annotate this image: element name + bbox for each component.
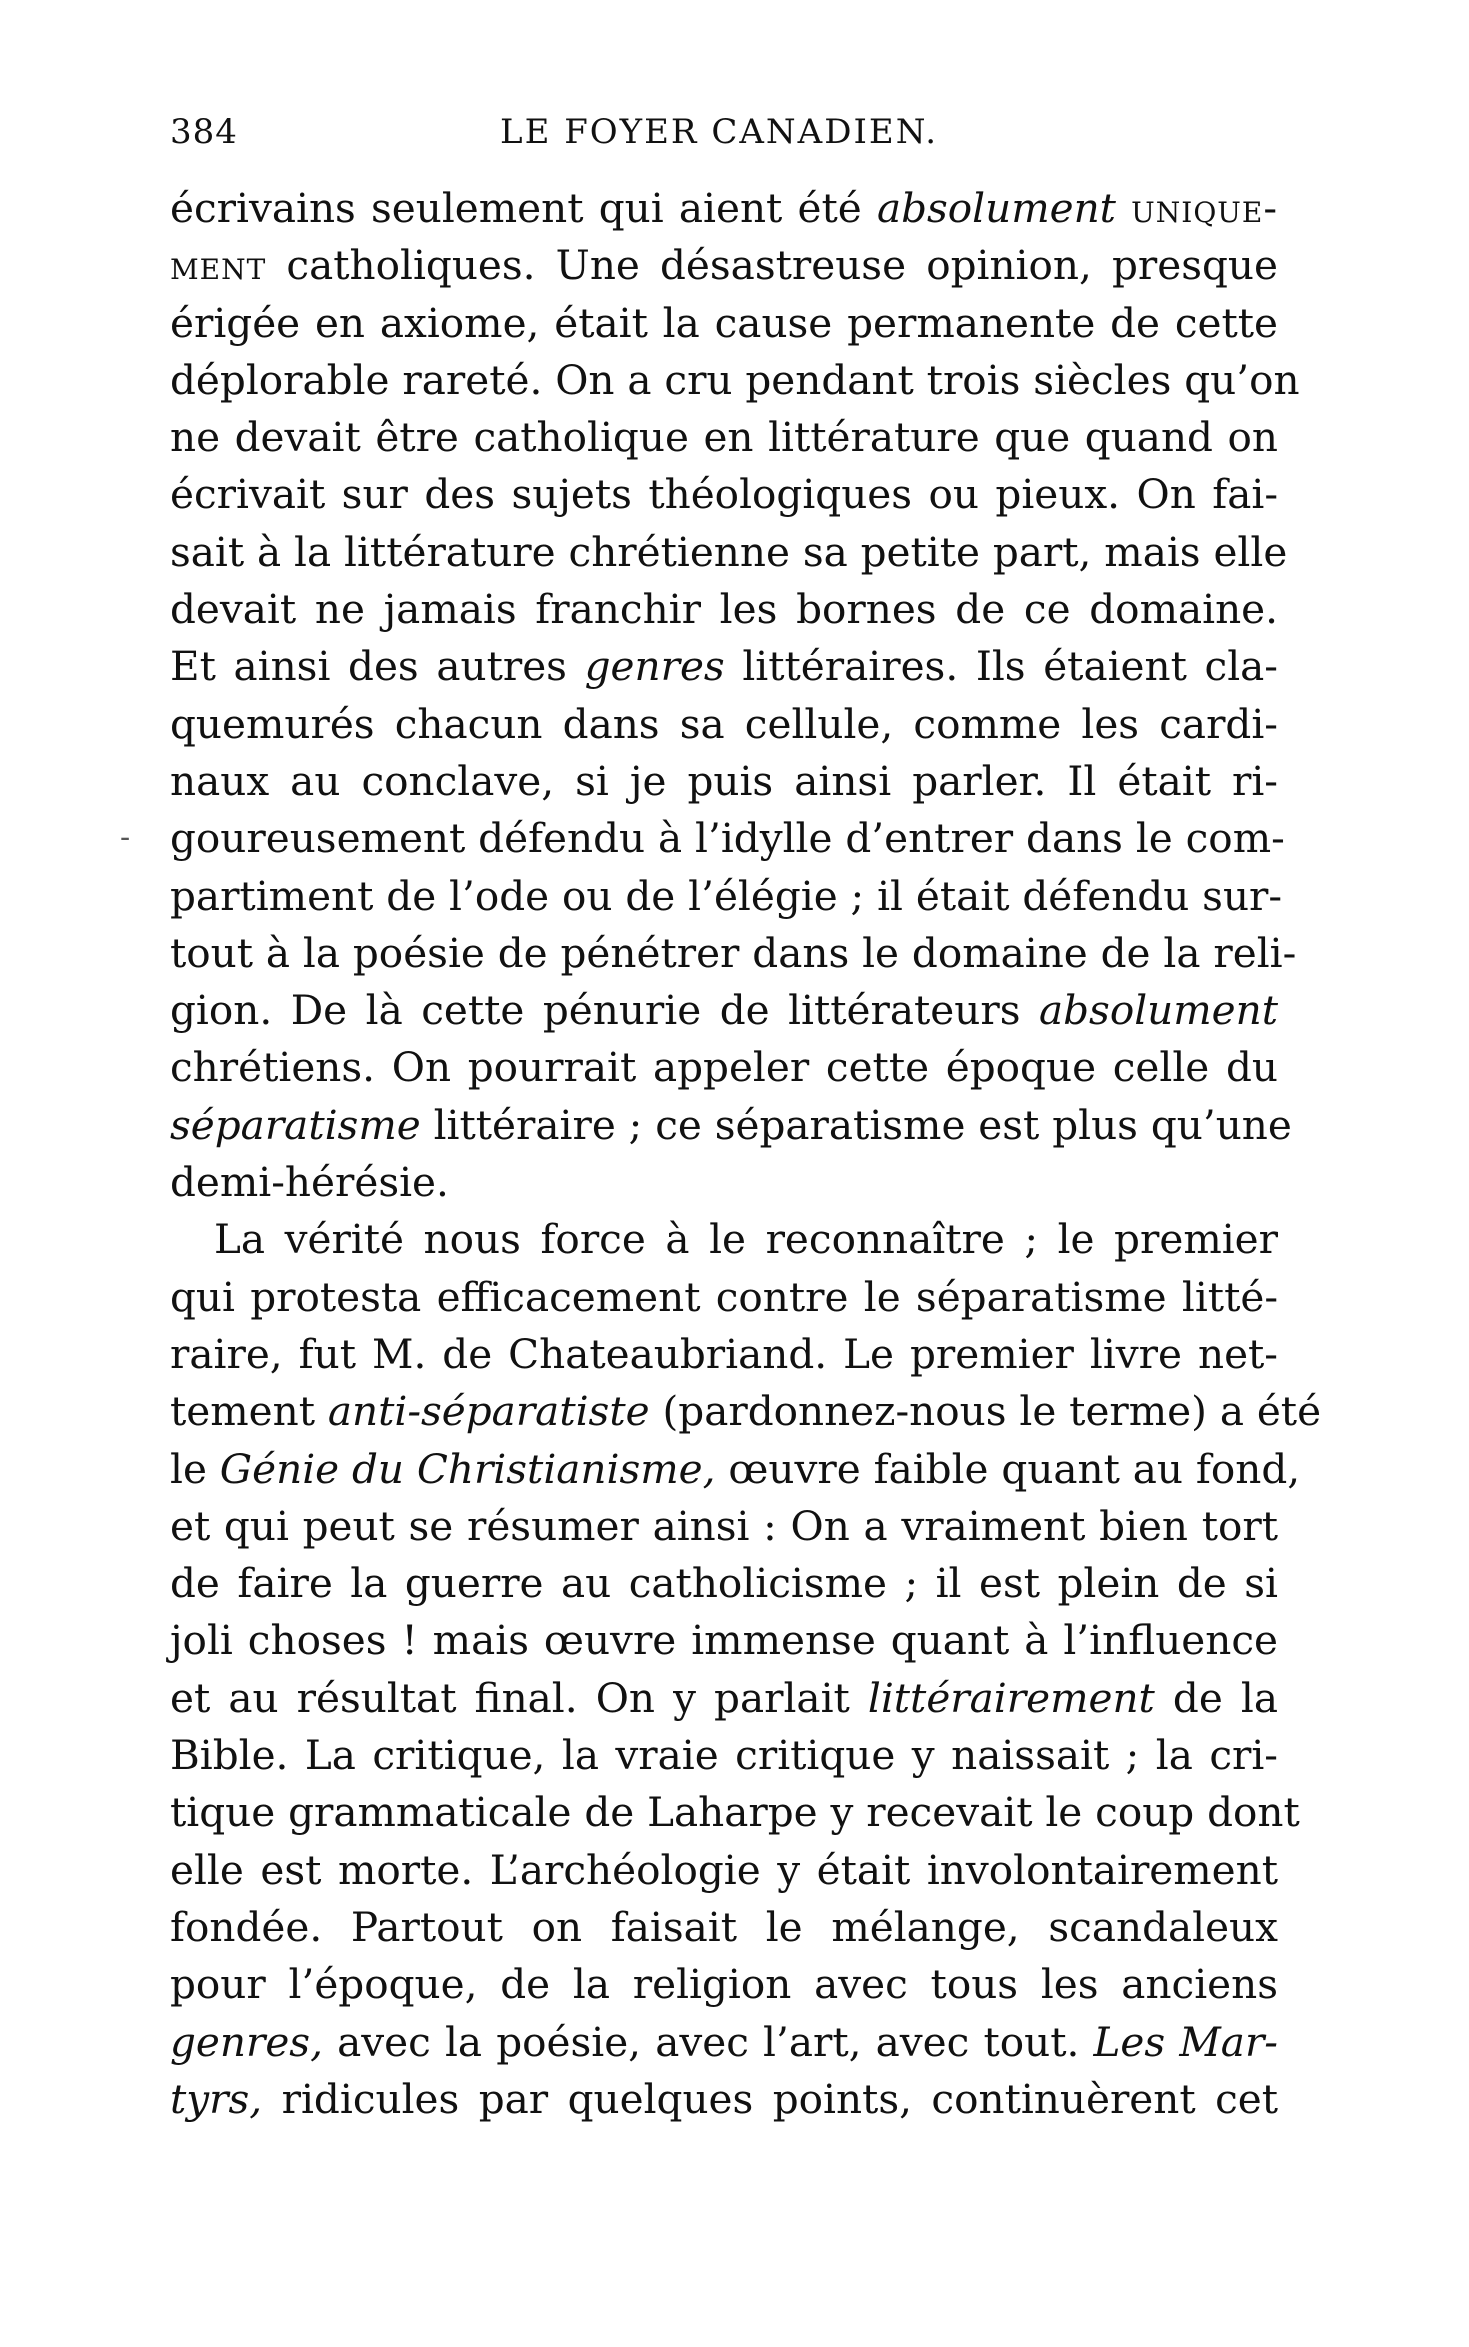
text-line <box>170 581 1278 638</box>
line-segment: ne devait être catholique en littérature que quand on <box>170 413 1278 462</box>
line-segment: écrivait sur des sujets théologiques ou pieux. On fai- <box>170 470 1278 519</box>
text-line <box>170 237 1278 294</box>
text-line <box>170 982 1278 1039</box>
line-segment: absolument <box>1038 986 1278 1035</box>
line-segment: littéraire ; ce séparatisme est plus qu’une <box>420 1100 1292 1149</box>
text-line <box>170 1670 1278 1727</box>
text-line <box>170 352 1300 409</box>
line-segment <box>1116 184 1131 232</box>
line-segment: littéraires. Ils étaient cla- <box>724 642 1278 691</box>
line-segment: Et ainsi des autres <box>170 642 585 691</box>
text-line <box>170 180 1278 237</box>
line-segment: qui protesta efficacement contre le séparatisme litté- <box>170 1272 1278 1321</box>
line-segment: avec la poésie, avec l’art, avec tout. <box>322 2017 1094 2066</box>
line-segment: raire, fut M. de Chateaubriand. Le premier livre net- <box>170 1329 1278 1378</box>
line-segment: La vérité nous force à le reconnaître ; le premier <box>214 1215 1278 1264</box>
line-segment: le <box>170 1444 220 1493</box>
line-segment: ridicules par quelques points, continuèrent cet <box>262 2074 1278 2123</box>
text-line <box>170 2014 1278 2071</box>
line-segment: elle est morte. L’archéologie y était involontairement <box>170 1845 1278 1894</box>
line-segment: unique- <box>1131 184 1279 232</box>
line-segment: déplorable rareté. On a cru pendant trois siècles qu’on <box>170 355 1300 404</box>
line-segment: sait à la littérature chrétienne sa petite part, mais elle <box>170 527 1288 576</box>
page-number: 384 <box>170 112 238 152</box>
text-line <box>170 1269 1278 1326</box>
text-line <box>170 1612 1278 1669</box>
line-segment: séparatisme <box>170 1100 421 1149</box>
line-segment: chrétiens. On pourrait appeler cette époque celle du <box>170 1043 1278 1092</box>
line-segment: catholiques. Une désastreuse opinion, presque <box>266 241 1278 290</box>
line-segment: quemurés chacun dans sa cellule, comme les cardi- <box>170 699 1278 748</box>
text-line <box>170 1154 1278 1211</box>
line-segment: anti-séparatiste <box>327 1387 650 1436</box>
body-text <box>170 180 1322 2128</box>
text-line <box>170 925 1297 982</box>
text-line <box>170 810 1285 867</box>
text-line <box>170 696 1278 753</box>
line-segment: érigée en axiome, était la cause permanente de cette <box>170 298 1278 347</box>
text-line <box>170 638 1278 695</box>
text-line <box>170 1956 1278 2013</box>
running-title: LE FOYER CANADIEN. <box>500 112 939 152</box>
text-line <box>170 524 1288 581</box>
line-segment: genres <box>584 642 725 691</box>
text-line <box>170 466 1278 523</box>
text-line <box>170 2071 1278 2128</box>
text-line <box>170 753 1278 810</box>
line-segment: tyrs, <box>170 2074 263 2123</box>
text-line <box>170 1899 1278 1956</box>
text-line <box>170 1842 1278 1899</box>
text-line <box>170 1039 1278 1096</box>
text-line <box>170 1727 1278 1784</box>
text-line <box>170 868 1283 925</box>
margin-mark: - <box>120 820 131 855</box>
line-segment: de la <box>1154 1673 1278 1722</box>
line-segment: Les Mar- <box>1093 2017 1278 2066</box>
line-segment: absolument <box>876 184 1116 232</box>
page-header <box>170 112 1280 172</box>
text-line <box>170 295 1278 352</box>
line-segment: pour l’époque, de la religion avec tous les anciens <box>170 1960 1278 2009</box>
text-line <box>170 1383 1322 1440</box>
line-segment: partiment de l’ode ou de l’élégie ; il était défendu sur- <box>170 871 1283 920</box>
line-segment: (pardonnez-nous le terme) a été <box>649 1387 1322 1436</box>
line-segment: de faire la guerre au catholicisme ; il est plein de si <box>170 1559 1278 1608</box>
line-segment: et au résultat final. On y parlait <box>170 1673 868 1722</box>
line-segment: devait ne jamais franchir les bornes de ce domaine. <box>170 585 1278 634</box>
line-segment: et qui peut se résumer ainsi : On a vraiment bien tort <box>170 1501 1278 1550</box>
line-segment: gion. De là cette pénurie de littérateurs <box>170 986 1039 1035</box>
text-line <box>170 1784 1300 1841</box>
text-line <box>170 1211 1278 1268</box>
line-segment: écrivains seulement qui aient été <box>170 184 877 232</box>
text-line <box>170 1555 1278 1612</box>
line-segment: Génie du Christianisme, <box>219 1444 716 1493</box>
text-line <box>170 1326 1278 1383</box>
line-segment: tique grammaticale de Laharpe y recevait le coup dont <box>170 1788 1300 1837</box>
line-segment: œuvre faible quant au fond, <box>715 1444 1301 1493</box>
line-segment: naux au conclave, si je puis ainsi parler. Il était ri- <box>170 756 1278 805</box>
line-segment: fondée. Partout on faisait le mélange, scandaleux <box>170 1902 1278 1951</box>
text-line <box>170 1498 1278 1555</box>
line-segment: joli choses ! mais œuvre immense quant à l’influence <box>170 1616 1278 1665</box>
line-segment: tout à la poésie de pénétrer dans le domaine de la reli- <box>170 928 1297 977</box>
line-segment: Bible. La critique, la vraie critique y naissait ; la cri- <box>170 1731 1278 1780</box>
line-segment: genres, <box>170 2017 323 2066</box>
line-segment: demi-hérésie. <box>170 1158 449 1207</box>
line-segment: goureusement défendu à l’idylle d’entrer dans le com- <box>170 814 1285 863</box>
line-segment: tement <box>170 1387 328 1436</box>
text-line <box>170 409 1278 466</box>
text-line <box>170 1441 1301 1498</box>
line-segment: littérairement <box>867 1673 1155 1722</box>
line-segment: ment <box>170 241 267 290</box>
text-line <box>170 1097 1292 1154</box>
